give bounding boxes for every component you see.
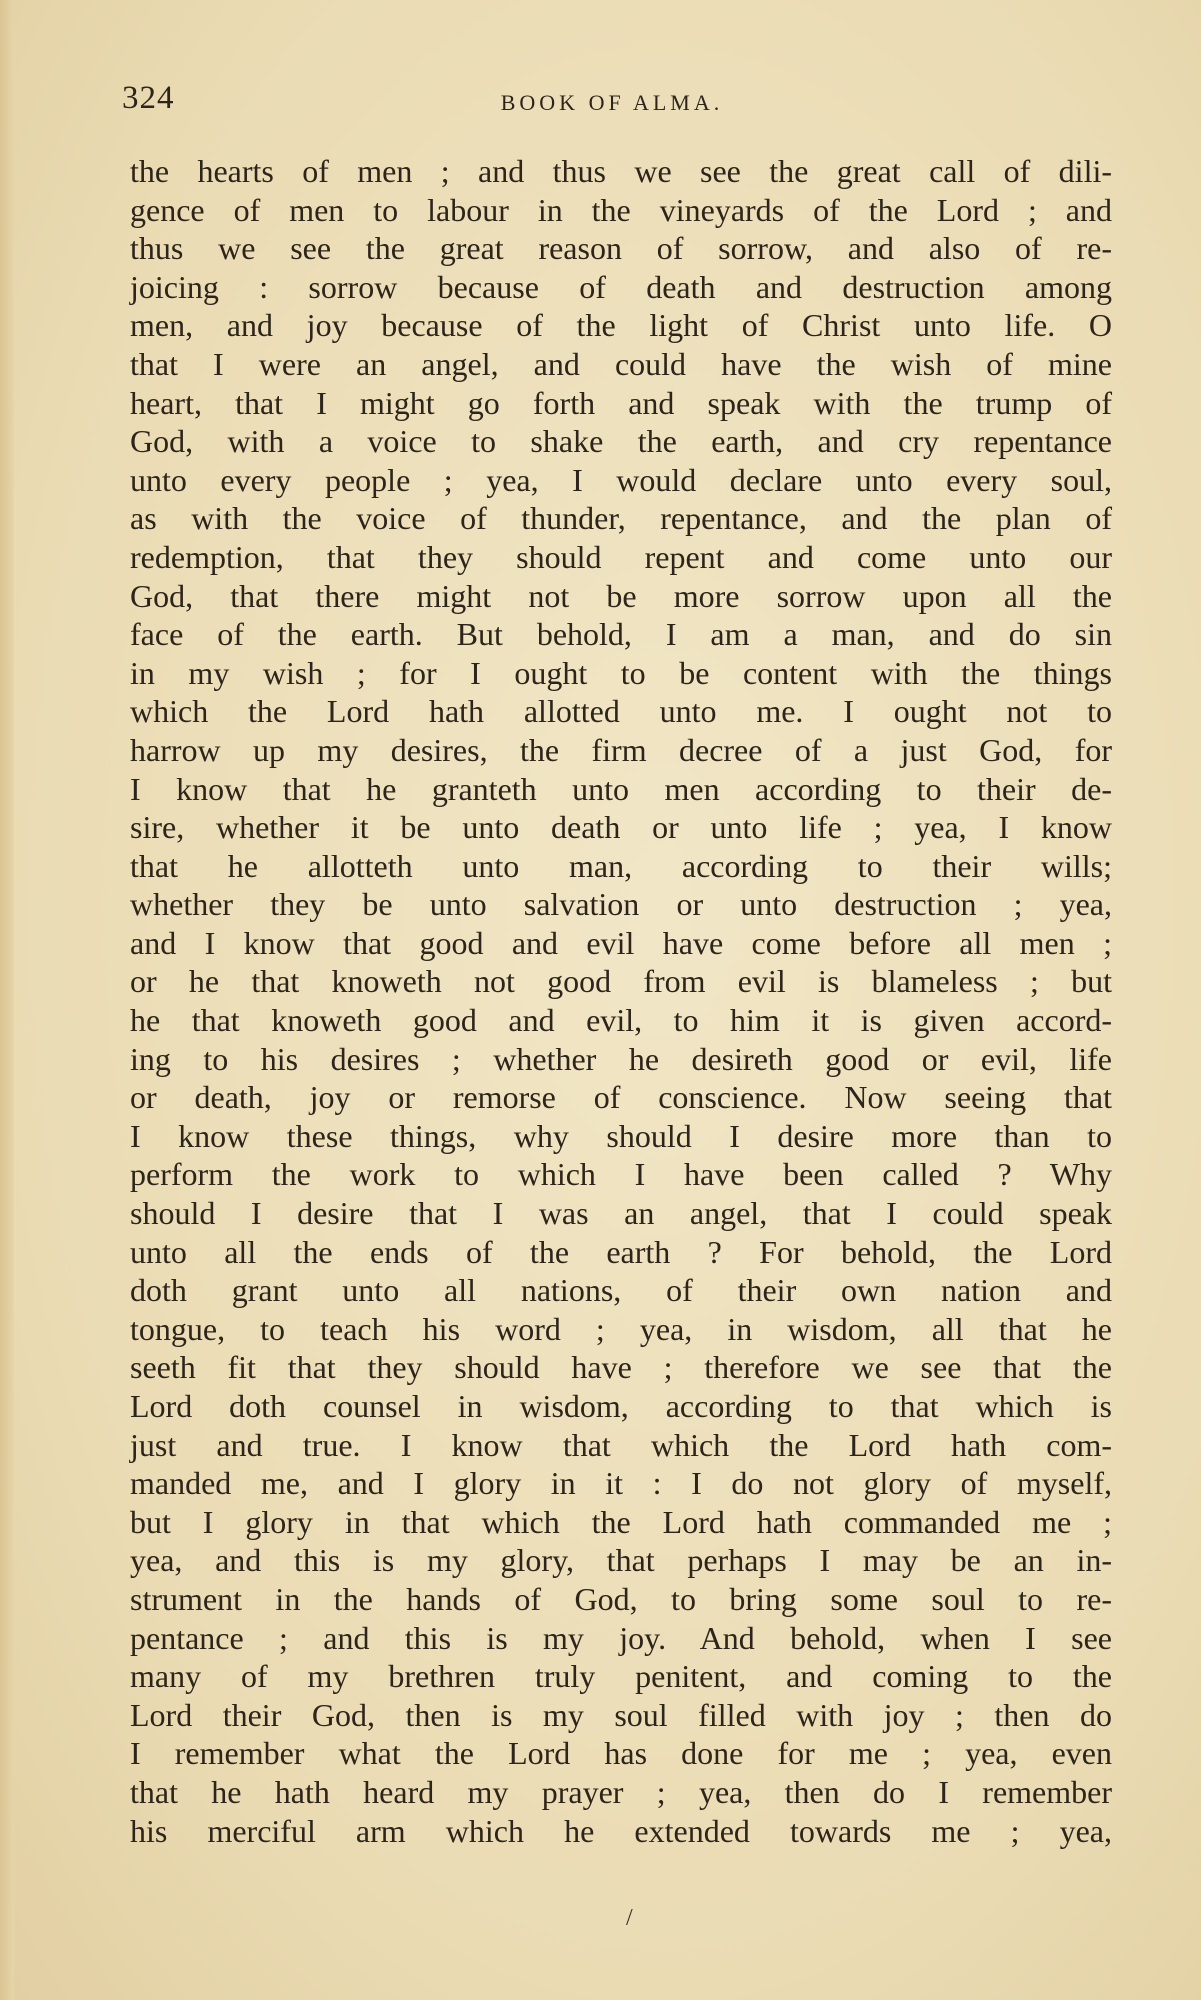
text-line: seeth fit that they should have ; therefore we see that the: [130, 1349, 1112, 1386]
text-line: should I desire that I was an angel, that I could speak: [130, 1195, 1112, 1232]
text-line: the hearts of men ; and thus we see the great call of dili-: [130, 153, 1112, 189]
text-line: I know that he granteth unto men according to their de-: [130, 770, 1112, 807]
text-line: that he allotteth unto man, according to their wills;: [130, 847, 1112, 884]
text-line: strument in the hands of God, to bring some soul to re-: [130, 1580, 1112, 1617]
text-line: ing to his desires ; whether he desireth good or evil, life: [130, 1040, 1112, 1077]
text-line: which the Lord hath allotted unto me. I ought not to: [130, 693, 1112, 730]
body-text: [130, 152, 1112, 1850]
text-line: whether they be unto salvation or unto destruction ; yea,: [130, 886, 1112, 923]
text-line: gence of men to labour in the vineyards of the Lord ; and: [130, 191, 1112, 228]
text-line: thus we see the great reason of sorrow, and also of re-: [130, 230, 1112, 267]
text-line: he that knoweth good and evil, to him it is given accord-: [130, 1002, 1112, 1039]
text-line: that he hath heard my prayer ; yea, then do I remember: [130, 1773, 1112, 1810]
text-line: Lord doth counsel in wisdom, according to that which is: [130, 1388, 1112, 1424]
text-line: but I glory in that which the Lord hath commanded me ;: [130, 1503, 1112, 1540]
text-line: tongue, to teach his word ; yea, in wisdom, all that he: [130, 1310, 1112, 1347]
text-line: God, with a voice to shake the earth, and cry repentance: [130, 423, 1112, 460]
running-head: BOOK OF ALMA.: [500, 90, 724, 115]
text-line: I know these things, why should I desire more than to: [130, 1117, 1112, 1154]
text-line: perform the work to which I have been called ? Why: [130, 1156, 1112, 1193]
text-line: joicing : sorrow because of death and destruction among: [130, 268, 1112, 305]
text-line: or death, joy or remorse of conscience. Now seeing that: [130, 1079, 1112, 1116]
text-line: unto all the ends of the earth ? For behold, the Lord: [130, 1233, 1112, 1270]
text-line: yea, and this is my glory, that perhaps I may be an in-: [130, 1542, 1112, 1579]
text-line: or he that knoweth not good from evil is blameless ; but: [130, 963, 1112, 1000]
text-line: face of the earth. But behold, I am a man, and do sin: [130, 616, 1112, 653]
text-line: I remember what the Lord has done for me ; yea, even: [130, 1735, 1112, 1772]
text-line: his merciful arm which he extended towards me ; yea,: [130, 1812, 1112, 1849]
text-line: heart, that I might go forth and speak with the trump of: [130, 384, 1112, 421]
text-line: as with the voice of thunder, repentance, and the plan of: [130, 500, 1112, 537]
text-line: that I were an angel, and could have the wish of mine: [130, 345, 1112, 382]
text-line: just and true. I know that which the Lord hath com-: [130, 1426, 1112, 1463]
text-line: unto every people ; yea, I would declare unto every soul,: [130, 461, 1112, 498]
text-line: manded me, and I glory in it : I do not glory of myself,: [130, 1465, 1112, 1502]
footer-mark: /: [626, 1905, 633, 1931]
text-line: in my wish ; for I ought to be content with the things: [130, 654, 1112, 691]
text-line: harrow up my desires, the firm decree of a just God, for: [130, 731, 1112, 768]
text-line: and I know that good and evil have come before all men ;: [130, 924, 1112, 961]
text-line: pentance ; and this is my joy. And behold, when I see: [130, 1619, 1112, 1656]
text-line: doth grant unto all nations, of their own nation and: [130, 1272, 1112, 1309]
text-line: many of my brethren truly penitent, and coming to the: [130, 1658, 1112, 1695]
text-line: redemption, that they should repent and come unto our: [130, 538, 1112, 575]
text-line: God, that there might not be more sorrow upon all the: [130, 577, 1112, 614]
text-line: men, and joy because of the light of Christ unto life. O: [130, 307, 1112, 344]
page-number: 324: [122, 80, 175, 116]
text-line: Lord their God, then is my soul filled with joy ; then do: [130, 1696, 1112, 1733]
text-line: sire, whether it be unto death or unto life ; yea, I know: [130, 809, 1112, 846]
page-header: [122, 80, 1102, 130]
page-gutter: [0, 0, 14, 2000]
